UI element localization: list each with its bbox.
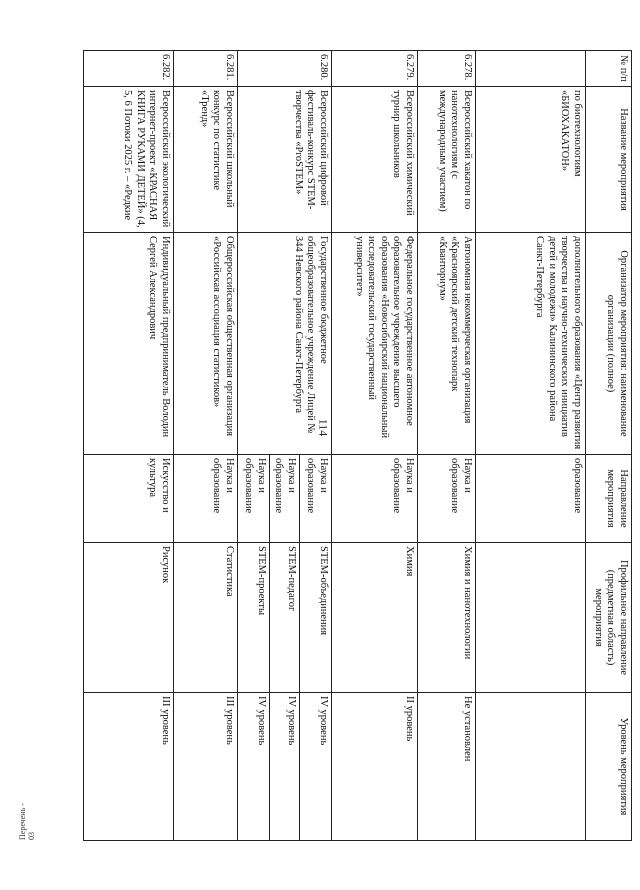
header-direction: Направление мероприятия <box>586 455 632 543</box>
cell-org: Федеральное государственное автономное образовательное учреждение высшего образования «Новосибирский национальный исследовательский государственный университет» <box>332 233 418 455</box>
header-profile: Профильное направление (предметная область) мероприятия <box>586 543 632 693</box>
cell-direction: Наука и образование <box>300 455 332 543</box>
cell-num: 6.280. <box>237 51 331 87</box>
header-level: Уровень мероприятия <box>586 693 632 841</box>
header-org: Организатор мероприятия: наименование организации (полное) <box>586 233 632 455</box>
header-num: № п/п <box>586 51 632 87</box>
cell-profile: STEM-объединения <box>300 543 332 693</box>
cell-direction: Наука и образование <box>269 455 299 543</box>
table-row <box>300 51 332 841</box>
cell-profile: Статистика <box>173 543 237 693</box>
cell-num: 6.282. <box>83 51 173 87</box>
cell-profile: Химия <box>332 543 418 693</box>
cell-name: Всероссийский хакатон по нанотехнологиям (с международным участием) <box>418 87 476 233</box>
rotated-table-wrapper <box>84 50 632 840</box>
cell-org: дополнительного образования «Центр развития творчества и научно-технических инициатив детей и молодежи» Калининского района Санкт-Петербурга <box>476 233 586 455</box>
cell-direction: Искусство и культура <box>83 455 173 543</box>
cell-profile <box>476 543 586 693</box>
cell-direction: Наука и образование <box>332 455 418 543</box>
cell-org: Государственное бюджетное общеобразовательное учреждение Лицей № 344 Невского района Санкт-Петербурга <box>237 233 331 455</box>
page-number: 114 <box>316 418 331 437</box>
cell-level: IV уровень <box>237 693 269 841</box>
cell-name: Всероссийский экологический интернет-проект «КРАСНАЯ КНИГА РУКАМИ ДЕТЕЙ» (4, 5, 6 Потоки 2025 г. – «Редкие <box>83 87 173 233</box>
cell-direction: образование <box>476 455 586 543</box>
cell-num: 6.279. <box>332 51 418 87</box>
footer-note: Перечень - 03 <box>18 803 36 840</box>
cell-level <box>476 693 586 841</box>
table-row <box>332 51 418 841</box>
cell-direction: Наука и образование <box>418 455 476 543</box>
cell-org: Индивидуальный предприниматель Володин Сергей Александрович <box>83 233 173 455</box>
header-name: Название мероприятия <box>586 87 632 233</box>
cell-num: 6.278. <box>418 51 476 87</box>
table-row <box>476 51 586 841</box>
cell-name: Всероссийский школьный конкурс по статистике «Тренд» <box>173 87 237 233</box>
cell-name: Всероссийский химический турнир школьников <box>332 87 418 233</box>
cell-profile: Рисунок <box>83 543 173 693</box>
cell-profile: STEM-проекты <box>237 543 269 693</box>
cell-direction: Наука и образование <box>237 455 269 543</box>
cell-level: II уровень <box>332 693 418 841</box>
cell-num <box>476 51 586 87</box>
table-row <box>173 51 237 841</box>
table-header-row <box>586 51 632 841</box>
cell-level: IV уровень <box>300 693 332 841</box>
cell-level: IV уровень <box>269 693 299 841</box>
table-row <box>83 51 173 841</box>
cell-level: Не установлен <box>418 693 476 841</box>
cell-name: по биотехнологиям «БИОХАКАТОН» <box>476 87 586 233</box>
cell-profile: Химия и нанотехнологии <box>418 543 476 693</box>
cell-org: Автономная некоммерческая организация «Красноярский детский технопарк «Кванториум» <box>418 233 476 455</box>
cell-direction: Наука и образование <box>173 455 237 543</box>
cell-profile: STEM-педагог <box>269 543 299 693</box>
cell-name: Всероссийский цифровой фестиваль-конкурс STEM-творчества «ProSTEM» <box>237 87 331 233</box>
cell-org: Общероссийская общественная организация «Российская ассоциация статистиков» <box>173 233 237 455</box>
cell-level: III уровень <box>173 693 237 841</box>
cell-level: III уровень <box>83 693 173 841</box>
cell-num: 6.281. <box>173 51 237 87</box>
events-table <box>83 50 632 841</box>
table-row <box>418 51 476 841</box>
